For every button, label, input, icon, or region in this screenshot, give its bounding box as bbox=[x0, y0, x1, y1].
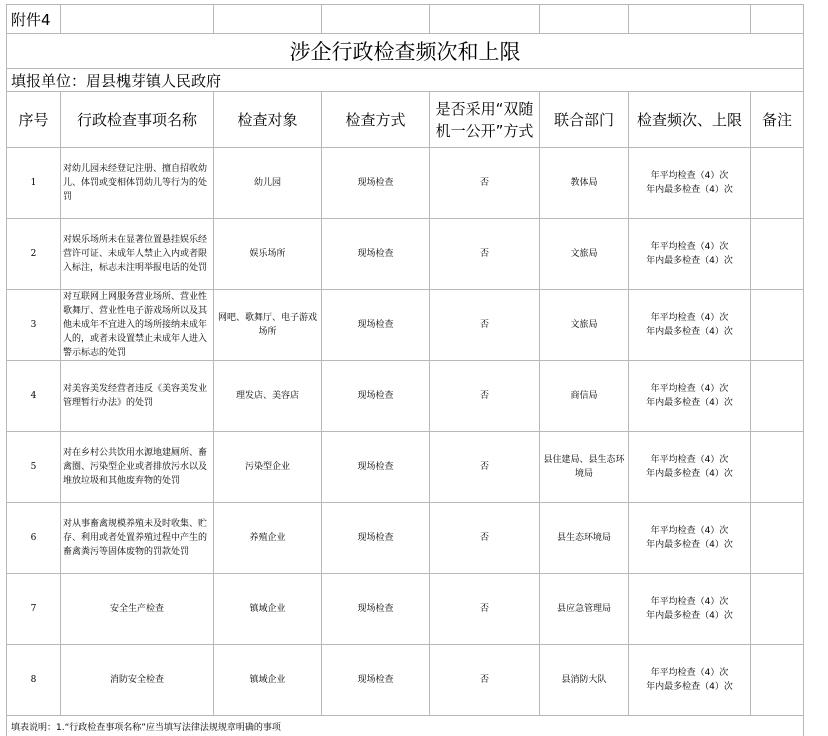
empty-cell[interactable] bbox=[629, 5, 751, 34]
row-target[interactable]: 娱乐场所 bbox=[214, 219, 322, 290]
row-item-name[interactable]: 消防安全检查 bbox=[61, 645, 214, 716]
row-method[interactable]: 现场检查 bbox=[322, 219, 430, 290]
row-index[interactable]: 1 bbox=[7, 148, 61, 219]
row-index[interactable]: 3 bbox=[7, 290, 61, 361]
table-row bbox=[7, 219, 804, 290]
attachment-row bbox=[7, 5, 804, 34]
row-item-name[interactable]: 安全生产检查 bbox=[61, 574, 214, 645]
row-target[interactable]: 镇域企业 bbox=[214, 574, 322, 645]
row-item-name[interactable]: 对互联网上网服务营业场所、营业性歌舞厅、营业性电子游戏场所以及其他未成年不宜进入的场所接纳未成年人的，或者未设置禁止未成年人进入警示标志的处罚 bbox=[61, 290, 214, 361]
row-freq[interactable] bbox=[629, 361, 751, 432]
freq-average: 年平均检查（4）次 bbox=[650, 384, 729, 394]
attachment-label[interactable]: 附件4 bbox=[7, 5, 61, 34]
freq-max: 年内最多检查（4）次 bbox=[646, 469, 733, 479]
header-method[interactable]: 检查方式 bbox=[322, 92, 430, 148]
footnote-row bbox=[7, 716, 804, 736]
freq-max: 年内最多检查（4）次 bbox=[646, 611, 733, 621]
table-row bbox=[7, 432, 804, 503]
row-remark[interactable] bbox=[751, 148, 804, 219]
row-item-name[interactable]: 对美容美发经营者违反《美容美发业管理暂行办法》的处罚 bbox=[61, 361, 214, 432]
freq-average: 年平均检查（4）次 bbox=[650, 668, 729, 678]
row-dept[interactable]: 县消防大队 bbox=[540, 645, 629, 716]
filing-unit[interactable]: 填报单位：眉县槐芽镇人民政府 bbox=[7, 69, 804, 92]
header-remark[interactable]: 备注 bbox=[751, 92, 804, 148]
row-method[interactable]: 现场检查 bbox=[322, 432, 430, 503]
row-target[interactable]: 网吧、歌舞厅、电子游戏场所 bbox=[214, 290, 322, 361]
table-row bbox=[7, 361, 804, 432]
row-remark[interactable] bbox=[751, 361, 804, 432]
title-row bbox=[7, 34, 804, 69]
empty-cell[interactable] bbox=[61, 5, 214, 34]
row-item-name[interactable]: 对幼儿园未经登记注册、擅自招收幼儿、体罚或变相体罚幼儿等行为的处罚 bbox=[61, 148, 214, 219]
row-target[interactable]: 污染型企业 bbox=[214, 432, 322, 503]
row-remark[interactable] bbox=[751, 574, 804, 645]
freq-max: 年内最多检查（4）次 bbox=[646, 682, 733, 692]
empty-cell[interactable] bbox=[322, 5, 430, 34]
row-method[interactable]: 现场检查 bbox=[322, 645, 430, 716]
row-method[interactable]: 现场检查 bbox=[322, 361, 430, 432]
freq-max: 年内最多检查（4）次 bbox=[646, 540, 733, 550]
header-item-name[interactable]: 行政检查事项名称 bbox=[61, 92, 214, 148]
row-random[interactable]: 否 bbox=[430, 148, 540, 219]
row-dept[interactable]: 商信局 bbox=[540, 361, 629, 432]
empty-cell[interactable] bbox=[214, 5, 322, 34]
empty-cell[interactable] bbox=[540, 5, 629, 34]
header-dept[interactable]: 联合部门 bbox=[540, 92, 629, 148]
row-target[interactable]: 幼儿园 bbox=[214, 148, 322, 219]
freq-average: 年平均检查（4）次 bbox=[650, 455, 729, 465]
row-freq[interactable] bbox=[629, 219, 751, 290]
header-row bbox=[7, 92, 804, 148]
row-method[interactable]: 现场检查 bbox=[322, 290, 430, 361]
freq-average: 年平均检查（4）次 bbox=[650, 242, 729, 252]
freq-max: 年内最多检查（4）次 bbox=[646, 256, 733, 266]
row-target[interactable]: 镇域企业 bbox=[214, 645, 322, 716]
header-random[interactable]: 是否采用“双随机一公开”方式 bbox=[430, 92, 540, 148]
row-remark[interactable] bbox=[751, 219, 804, 290]
table-body bbox=[7, 148, 804, 716]
row-freq[interactable] bbox=[629, 503, 751, 574]
row-remark[interactable] bbox=[751, 290, 804, 361]
row-dept[interactable]: 县生态环境局 bbox=[540, 503, 629, 574]
freq-average: 年平均检查（4）次 bbox=[650, 597, 729, 607]
freq-average: 年平均检查（4）次 bbox=[650, 526, 729, 536]
page-title[interactable]: 涉企行政检查频次和上限 bbox=[7, 34, 804, 69]
table-row bbox=[7, 148, 804, 219]
row-remark[interactable] bbox=[751, 432, 804, 503]
row-target[interactable]: 理发店、美容店 bbox=[214, 361, 322, 432]
table-row bbox=[7, 574, 804, 645]
table-row bbox=[7, 503, 804, 574]
row-dept[interactable]: 县住建局、县生态环境局 bbox=[540, 432, 629, 503]
header-index[interactable]: 序号 bbox=[7, 92, 61, 148]
freq-average: 年平均检查（4）次 bbox=[650, 313, 729, 323]
row-index[interactable]: 7 bbox=[7, 574, 61, 645]
footnote[interactable]: 填表说明：1.“行政检查事项名称”应当填写法律法规规章明确的事项 bbox=[7, 716, 804, 736]
freq-average: 年平均检查（4）次 bbox=[650, 171, 729, 181]
filing-unit-row bbox=[7, 69, 804, 92]
row-index[interactable]: 8 bbox=[7, 645, 61, 716]
row-remark[interactable] bbox=[751, 503, 804, 574]
row-target[interactable]: 养殖企业 bbox=[214, 503, 322, 574]
table-row bbox=[7, 290, 804, 361]
row-random[interactable]: 否 bbox=[430, 290, 540, 361]
table-row bbox=[7, 645, 804, 716]
row-index[interactable]: 2 bbox=[7, 219, 61, 290]
row-item-name[interactable]: 对从事畜禽规模养殖未及时收集、贮存、利用或者处置养殖过程中产生的畜禽粪污等固体废物的罚款处罚 bbox=[61, 503, 214, 574]
row-freq[interactable] bbox=[629, 148, 751, 219]
row-dept[interactable]: 文旅局 bbox=[540, 290, 629, 361]
row-freq[interactable] bbox=[629, 574, 751, 645]
row-remark[interactable] bbox=[751, 645, 804, 716]
header-target[interactable]: 检查对象 bbox=[214, 92, 322, 148]
row-freq[interactable] bbox=[629, 645, 751, 716]
row-freq[interactable] bbox=[629, 290, 751, 361]
header-freq[interactable]: 检查频次、上限 bbox=[629, 92, 751, 148]
spreadsheet bbox=[6, 4, 803, 736]
inspection-table bbox=[6, 4, 804, 736]
freq-max: 年内最多检查（4）次 bbox=[646, 185, 733, 195]
freq-max: 年内最多检查（4）次 bbox=[646, 398, 733, 408]
row-random[interactable]: 否 bbox=[430, 361, 540, 432]
row-random[interactable]: 否 bbox=[430, 645, 540, 716]
row-item-name[interactable]: 对娱乐场所未在显著位置悬挂娱乐经营许可证、未成年人禁止入内或者限入标注，标志未注明举报电话的处罚 bbox=[61, 219, 214, 290]
row-dept[interactable]: 教体局 bbox=[540, 148, 629, 219]
row-random[interactable]: 否 bbox=[430, 574, 540, 645]
row-dept[interactable]: 县应急管理局 bbox=[540, 574, 629, 645]
freq-max: 年内最多检查（4）次 bbox=[646, 327, 733, 337]
row-freq[interactable] bbox=[629, 432, 751, 503]
empty-cell[interactable] bbox=[751, 5, 804, 34]
row-random[interactable]: 否 bbox=[430, 503, 540, 574]
row-dept[interactable]: 文旅局 bbox=[540, 219, 629, 290]
row-method[interactable]: 现场检查 bbox=[322, 148, 430, 219]
row-method[interactable]: 现场检查 bbox=[322, 503, 430, 574]
empty-cell[interactable] bbox=[430, 5, 540, 34]
row-method[interactable]: 现场检查 bbox=[322, 574, 430, 645]
row-random[interactable]: 否 bbox=[430, 432, 540, 503]
row-index[interactable]: 6 bbox=[7, 503, 61, 574]
row-item-name[interactable]: 对在乡村公共饮用水源地建厕所、畜禽圈、污染型企业或者排放污水以及堆放垃圾和其他废弃物的处罚 bbox=[61, 432, 214, 503]
row-random[interactable]: 否 bbox=[430, 219, 540, 290]
row-index[interactable]: 4 bbox=[7, 361, 61, 432]
row-index[interactable]: 5 bbox=[7, 432, 61, 503]
